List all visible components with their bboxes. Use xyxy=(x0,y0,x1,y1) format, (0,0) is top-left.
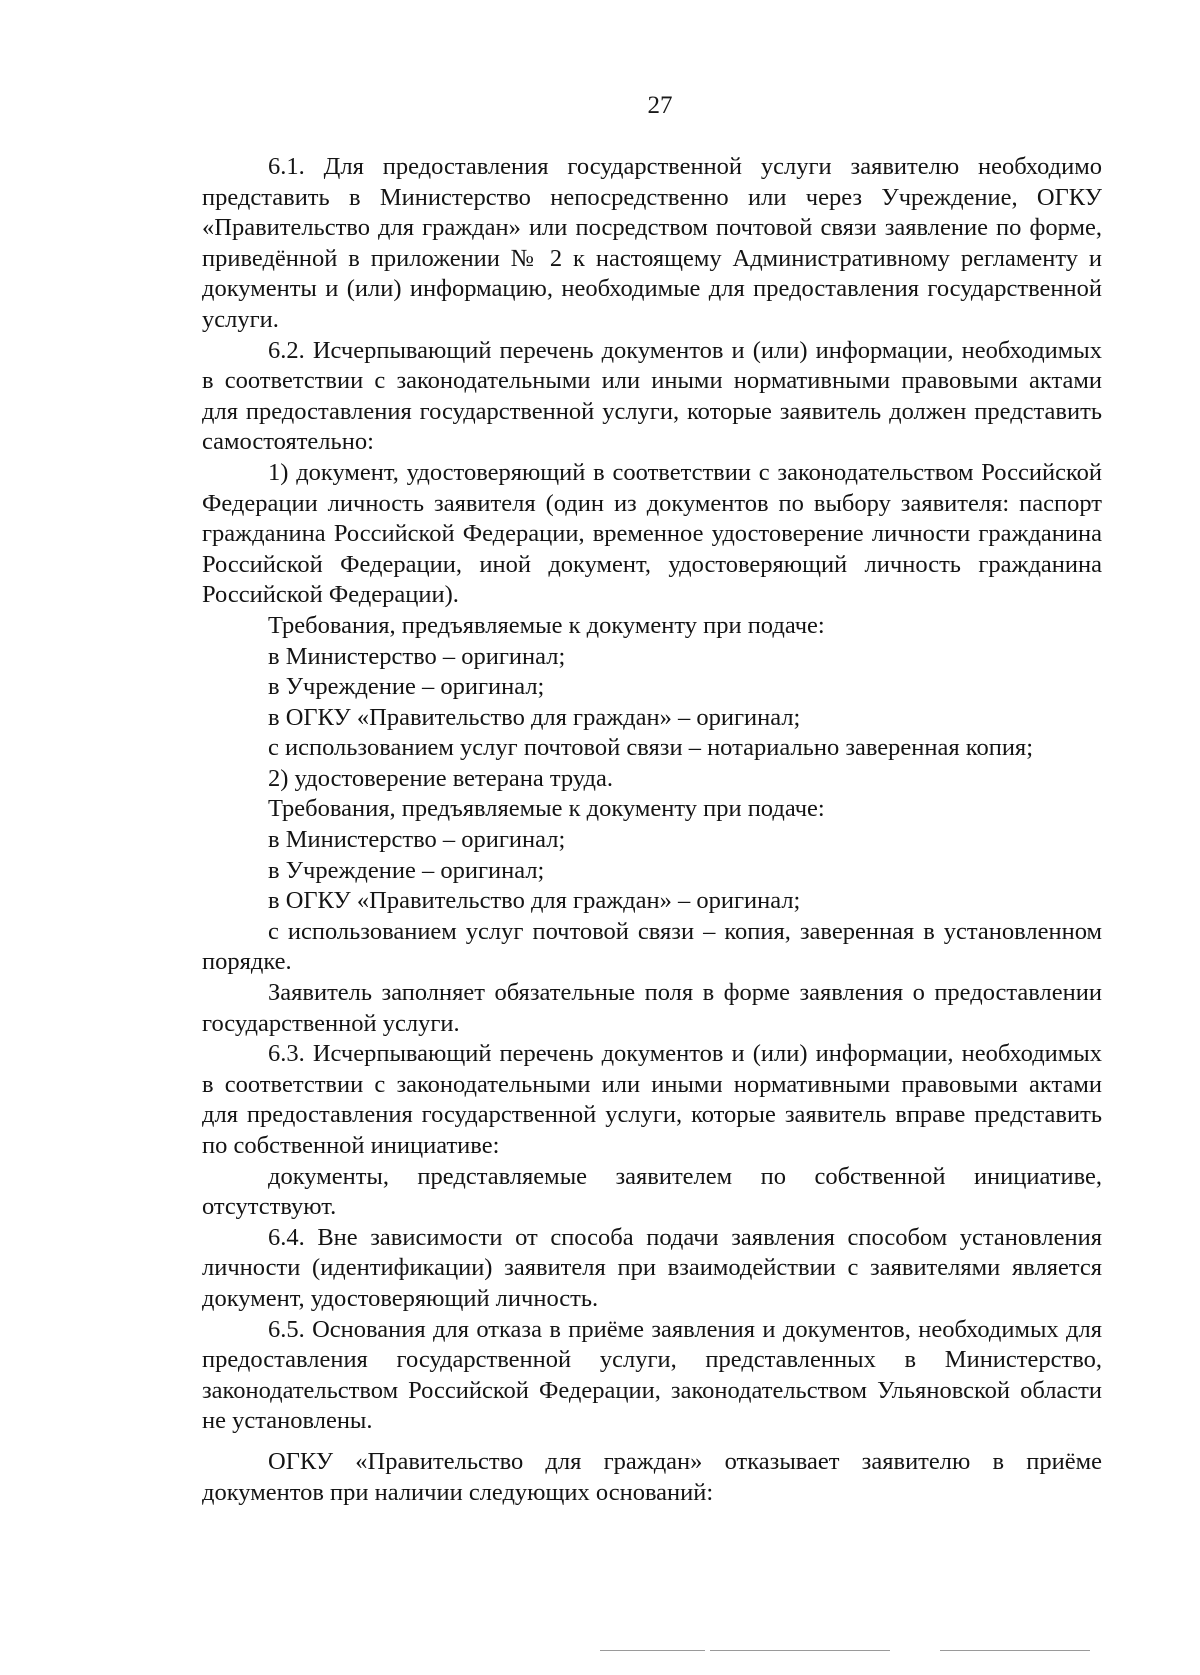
document-body xyxy=(202,152,1102,1508)
requirements-heading: Требования, предъявляемые к документу при подаче: xyxy=(268,611,825,639)
refusal-grounds-paragraph: ОГКУ «Правительство для граждан» отказывает заявителю в приёме документов при наличии следующих оснований: xyxy=(202,1447,1102,1506)
requirement-line: в Министерство – оригинал; xyxy=(268,642,566,670)
paragraph-6-1: 6.1. Для предоставления государственной услуги заявителю необходимо представить в Министерство непосредственно или через Учреждение, ОГКУ «Правительство для граждан» или посредством почтовой связи заявление по форме, приведённой в приложении № 2 к настоящему Административному регламенту и документы и (или) информацию, необходимые для предоставления государственной услуги. xyxy=(202,153,1102,333)
paragraph-6-4: 6.4. Вне зависимости от способа подачи заявления способом установления личности (идентификации) заявителя при взаимодействии с заявителями является документ, удостоверяющий личность. xyxy=(202,1223,1102,1312)
requirement-line: в Учреждение – оригинал; xyxy=(268,856,545,884)
requirement-line: в ОГКУ «Правительство для граждан» – оригинал; xyxy=(268,703,801,731)
requirement-line: в ОГКУ «Правительство для граждан» – оригинал; xyxy=(268,887,801,915)
list-item-2: 2) удостоверение ветерана труда. xyxy=(268,764,613,792)
requirements-heading: Требования, предъявляемые к документу при подаче: xyxy=(268,795,825,823)
requirement-line: в Министерство – оригинал; xyxy=(268,826,566,854)
scan-line-middle xyxy=(710,1650,890,1651)
page-number: 27 xyxy=(647,92,673,119)
list-item-1: 1) документ, удостоверяющий в соответствии с законодательством Российской Федерации личность заявителя (один из документов по выбору заявителя: паспорт гражданина Российской Федерации, временное удостоверение личности гражданина Российской Федерации, иной документ, удостоверяющий личность гражданина Российской Федерации). xyxy=(202,458,1102,609)
scan-line-right xyxy=(940,1650,1090,1651)
paragraph-6-3: 6.3. Исчерпывающий перечень документов и (или) информации, необходимых в соответствии с законодательными или иными нормативными правовыми актами для предоставления государственной услуги, которые заявитель вправе представить по собственной инициативе: xyxy=(202,1040,1102,1159)
voluntary-documents-paragraph: документы, представляемые заявителем по собственной инициативе, отсутствуют. xyxy=(202,1162,1102,1221)
applicant-fills-paragraph: Заявитель заполняет обязательные поля в форме заявления о предоставлении государственной услуги. xyxy=(202,979,1102,1037)
requirement-line: с использованием услуг почтовой связи – копия, заверенная в установленном порядке. xyxy=(202,917,1102,976)
requirement-line: с использованием услуг почтовой связи – нотариально заверенная копия; xyxy=(268,734,1034,762)
paragraph-6-5: 6.5. Основания для отказа в приёме заявления и документов, необходимых для предоставления государственной услуги, представленных в Министерство, законодательством Российской Федерации, законодательством Ульяновской области не установлены. xyxy=(202,1315,1102,1435)
requirement-line: в Учреждение – оригинал; xyxy=(268,673,545,701)
paragraph-6-2: 6.2. Исчерпывающий перечень документов и (или) информации, необходимых в соответствии с законодательными или иными нормативными правовыми актами для предоставления государственной услуги, которые заявитель должен представить самостоятельно: xyxy=(202,336,1102,456)
scan-line-left xyxy=(600,1650,705,1651)
